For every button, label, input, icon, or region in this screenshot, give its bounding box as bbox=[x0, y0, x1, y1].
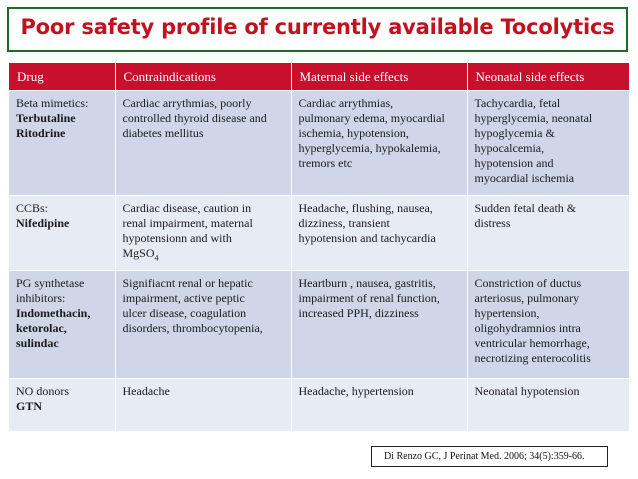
cell-line: oligohydramnios intra bbox=[474, 321, 581, 336]
cell-line: hypertension, bbox=[474, 306, 540, 321]
title-box bbox=[7, 7, 628, 52]
cell-line: ventricular hemorrhage, bbox=[474, 336, 590, 351]
cell-line: hypoglycemia & bbox=[474, 126, 555, 140]
drug-class: Beta mimetics: bbox=[16, 96, 89, 110]
cell-line: diabetes mellitus bbox=[122, 126, 204, 140]
drug-cell bbox=[9, 379, 115, 431]
cell-line: Heartburn , nausea, gastritis, bbox=[298, 276, 436, 291]
cell-line: impairment, active peptic bbox=[122, 291, 245, 306]
table-row bbox=[9, 91, 629, 196]
cell-line: Headache, flushing, nausea, bbox=[298, 201, 433, 215]
table-row bbox=[9, 196, 629, 271]
cell-line: necrotizing enterocolitis bbox=[474, 351, 591, 366]
cell-line: Cardiac arrythmias, poorly bbox=[122, 96, 252, 110]
drug-class: inhibitors: bbox=[16, 291, 66, 306]
cell-line: tremors etc bbox=[298, 156, 353, 170]
cell-line: disorders, thrombocytopenia, bbox=[122, 321, 263, 336]
table-row bbox=[9, 271, 629, 379]
cell-line: hypotension and bbox=[474, 156, 554, 170]
cell-line: hyperglycemia, neonatal bbox=[474, 111, 593, 125]
cell-line: dizziness, transient bbox=[298, 216, 390, 230]
reference-citation: Di Renzo GC, J Perinat Med. 2006; 34(5):359-66. bbox=[371, 446, 608, 467]
drug-name: Nifedipine bbox=[16, 216, 70, 230]
cell-line: Cardiac arrythmias, bbox=[298, 96, 394, 110]
tocolytics-table bbox=[9, 63, 630, 431]
cell-line: ulcer disease, coagulation bbox=[122, 306, 247, 321]
cell-line: distress bbox=[474, 216, 511, 230]
cell-line: Tachycardia, fetal bbox=[474, 96, 561, 110]
slide-title: Poor safety profile of currently available Tocolytics bbox=[20, 15, 615, 39]
drug-class: NO donors bbox=[16, 384, 69, 399]
contraindications-cell bbox=[115, 379, 291, 431]
header-contraindications: Contraindications bbox=[115, 63, 291, 91]
cell-line: hypotension and tachycardia bbox=[298, 231, 436, 245]
drug-name: Indomethacin, bbox=[16, 306, 91, 321]
header-maternal-side-effects: Maternal side effects bbox=[291, 63, 467, 91]
maternal-cell bbox=[291, 196, 467, 271]
header-neonatal-side-effects: Neonatal side effects bbox=[467, 63, 629, 91]
drug-class: CCBs: bbox=[16, 201, 49, 215]
neonatal-cell bbox=[467, 271, 629, 379]
cell-line: arteriosus, pulmonary bbox=[474, 291, 580, 306]
formula-subscript: 4 bbox=[154, 253, 159, 263]
contraindications-cell bbox=[115, 91, 291, 196]
cell-line: Cardiac disease, caution in bbox=[122, 201, 252, 215]
cell-line: hypotensionn and with bbox=[122, 231, 232, 245]
neonatal-cell bbox=[467, 379, 629, 431]
contraindications-cell bbox=[115, 196, 291, 271]
drug-name: GTN bbox=[16, 399, 43, 414]
drug-name: Terbutaline bbox=[16, 111, 76, 125]
table-row bbox=[9, 379, 629, 431]
cell-line: increased PPH, dizziness bbox=[298, 306, 419, 321]
drug-cell bbox=[9, 91, 115, 196]
header-row bbox=[9, 63, 629, 91]
neonatal-cell bbox=[467, 196, 629, 271]
cell-line: Signifiacnt renal or hepatic bbox=[122, 276, 253, 291]
drug-name: Ritodrine bbox=[16, 126, 66, 140]
neonatal-cell bbox=[467, 91, 629, 196]
cell-line: Neonatal hypotension bbox=[474, 384, 580, 399]
cell-line: Headache bbox=[122, 384, 170, 399]
maternal-cell bbox=[291, 271, 467, 379]
drug-name: ketorolac, bbox=[16, 321, 67, 336]
cell-line: pulmonary edema, myocardial bbox=[298, 111, 445, 125]
formula-text: MgSO bbox=[122, 246, 155, 260]
cell-line: impairment of renal function, bbox=[298, 291, 440, 306]
header-drug: Drug bbox=[9, 63, 115, 91]
drug-cell bbox=[9, 271, 115, 379]
cell-line: Constriction of ductus bbox=[474, 276, 582, 291]
drug-cell bbox=[9, 196, 115, 271]
maternal-cell bbox=[291, 91, 467, 196]
contraindications-cell bbox=[115, 271, 291, 379]
cell-line: Headache, hypertension bbox=[298, 384, 414, 399]
cell-line: hypocalcemia, bbox=[474, 141, 545, 155]
cell-line: ischemia, hypotension, bbox=[298, 126, 409, 140]
drug-name: sulindac bbox=[16, 336, 59, 351]
chemical-formula bbox=[123, 246, 286, 265]
cell-line: renal impairment, maternal bbox=[122, 216, 253, 230]
cell-line: Sudden fetal death & bbox=[474, 201, 577, 215]
maternal-cell bbox=[291, 379, 467, 431]
cell-line: controlled thyroid disease and bbox=[122, 111, 267, 125]
drug-class: PG synthetase bbox=[16, 276, 85, 291]
cell-line: hyperglycemia, hypokalemia, bbox=[298, 141, 441, 155]
cell-line: myocardial ischemia bbox=[474, 171, 575, 185]
